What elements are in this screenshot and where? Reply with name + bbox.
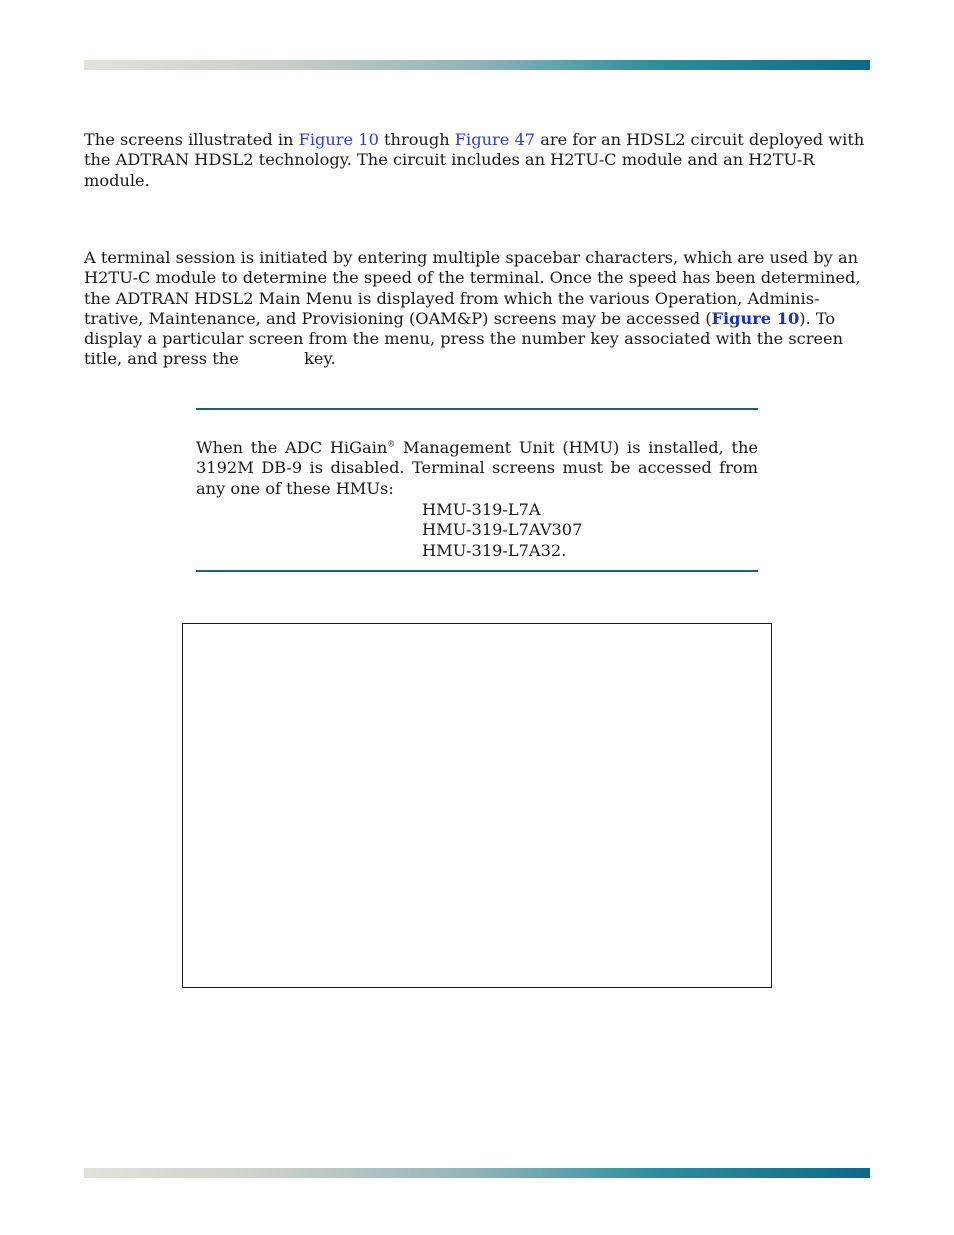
hmu-list-item: HMU-319-L7A32. <box>422 540 567 560</box>
figure-10-link-bold[interactable]: Figure 10 <box>711 308 800 328</box>
header-band <box>84 60 870 70</box>
registered-mark: ® <box>387 439 396 449</box>
terminal-screen-figure <box>182 623 772 988</box>
intro-paragraph <box>84 130 870 191</box>
paragraph-text: The screens illustrated in <box>84 130 299 149</box>
note-text <box>196 438 758 499</box>
session-paragraph <box>84 248 870 370</box>
paragraph-text: key. <box>298 349 336 369</box>
note-text-part: Management Unit (HMU) is installed, the 3192M DB-9 is disabled. Terminal screens must be accessed from any one of these HMUs: <box>196 438 758 498</box>
hmu-list-item: HMU-319-L7AV307 <box>422 520 583 540</box>
paragraph-text: ). To display a particular screen from the menu, press the number key associated with the screen title, and press the <box>84 308 844 369</box>
note-box <box>196 408 758 572</box>
note-text-part: When the ADC HiGain <box>196 438 388 457</box>
footer-band <box>84 1168 870 1178</box>
hmu-list-item: HMU-319-L7A <box>422 500 541 519</box>
figure-47-link[interactable]: Figure 47 <box>454 130 536 149</box>
paragraph-text: through <box>378 130 455 149</box>
paragraph-text: are for an HDSL2 circuit deployed with the ADTRAN HDSL2 technology. The circuit includes an H2TU-C module and an H2TU-R module. <box>84 130 865 190</box>
figure-10-link[interactable]: Figure 10 <box>298 130 379 149</box>
hmu-list <box>422 500 582 561</box>
paragraph-text: A terminal session is initiated by entering multiple spacebar characters, which are used by an H2TU-C module to determine the speed of the terminal. Once the speed has been determined, the ADTRAN HDSL2 Main Menu is displayed from which the various Operation, Adminis-trative, Maintenance, and Provisioning (OAM&P) screens may be accessed ( <box>84 248 861 328</box>
